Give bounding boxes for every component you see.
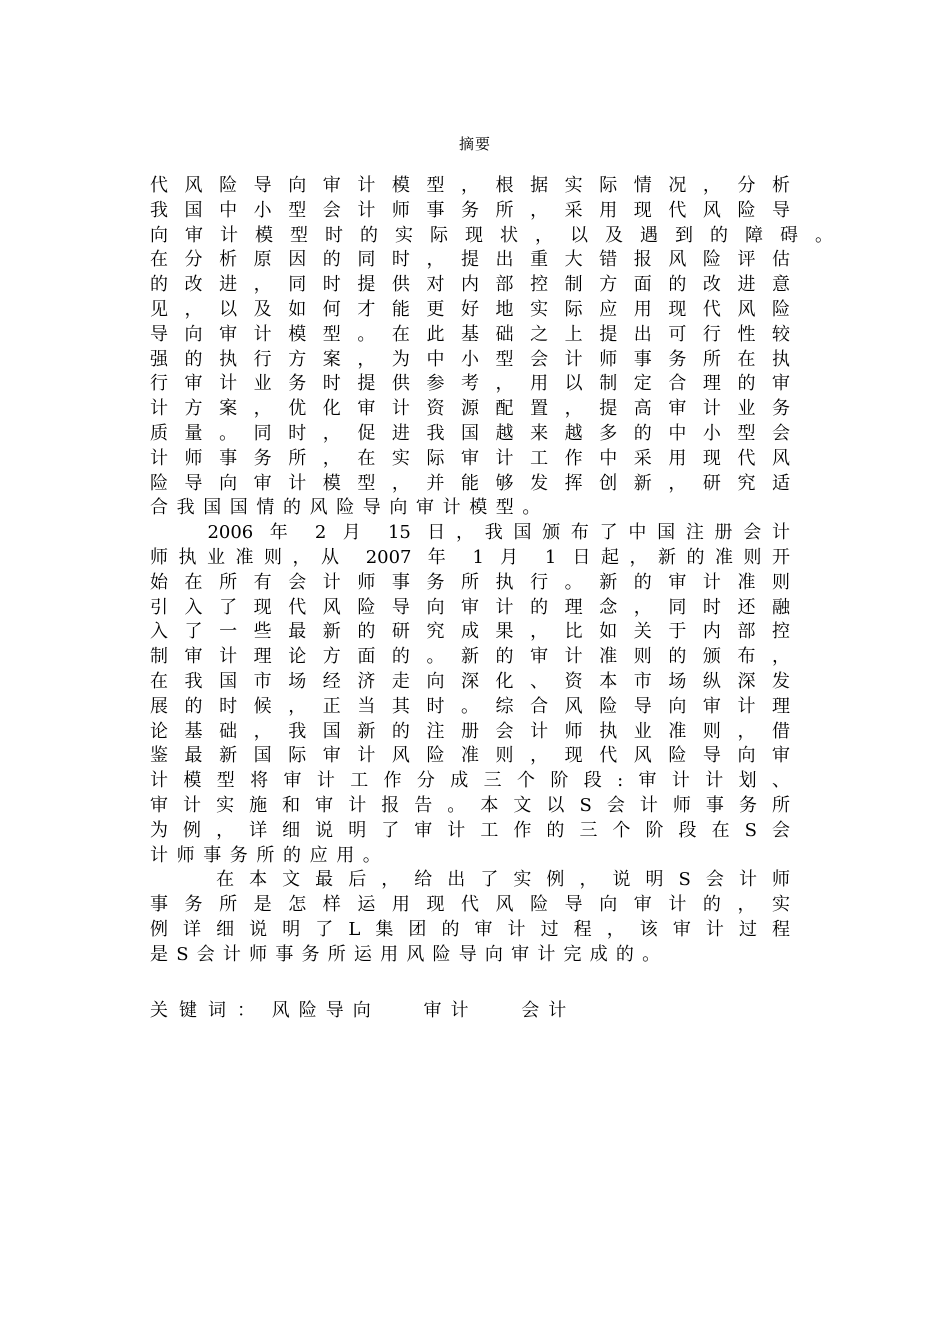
text-line: 行审计业务时提供参考，用以制定合理的审 <box>150 373 790 395</box>
abstract-body <box>150 174 833 968</box>
text-line: 计方案，优化审计资源配置，提高审计业务 <box>150 398 790 420</box>
text-line: 例详细说明了L集团的审计过程，该审计过程 <box>150 918 790 940</box>
text-line: 代风险导向审计模型，根据实际情况，分析 <box>150 175 790 196</box>
text-line: 2006 年 2 月 15 日，我国颁布了中国注册会计 <box>150 522 790 544</box>
text-line: 导向审计模型。在此基础之上提出可行性较 <box>150 323 790 345</box>
text-line: 师执业准则，从 2007 年 1 月 1 日起，新的准则开 <box>150 546 790 568</box>
page-title: 摘要 <box>458 135 491 153</box>
text-line: 的改进，同时提供对内部控制方面的改进意 <box>150 274 790 296</box>
text-line: 制审计理论方面的。新的审计准则的颁布， <box>150 646 790 668</box>
text-line: 引入了现代风险导向审计的理念，同时还融 <box>150 596 790 618</box>
keyword-item: 会计 <box>521 1000 576 1021</box>
text-line: 计师事务所，在实际审计工作中采用现代风 <box>150 447 790 469</box>
text-line: 在本文最后，给出了实例，说明S会计师 <box>150 869 790 891</box>
keyword-item: 审计 <box>423 1000 478 1021</box>
text-line: 向审计模型时的实际现状，以及遇到的障碍。 <box>150 224 833 246</box>
text-line: 事务所是怎样运用现代风险导向审计的，实 <box>150 894 790 916</box>
text-line: 审计实施和审计报告。本文以S会计师事务所 <box>150 794 790 816</box>
text-line: 合我国国情的风险导向审计模型。 <box>150 497 549 519</box>
text-line: 为例，详细说明了审计工作的三个阶段在S会 <box>150 819 790 841</box>
text-line: 始在所有会计师事务所执行。新的审计准则 <box>150 571 790 593</box>
text-line: 计师事务所的应用。 <box>150 844 390 866</box>
text-line: 是S会计师事务所运用风险导向审计完成的。 <box>150 943 669 965</box>
text-line: 计模型将审计工作分成三个阶段:审计计划、 <box>150 770 790 792</box>
text-line: 鉴最新国际审计风险准则，现代风险导向审 <box>150 745 790 767</box>
keywords-label: 关键词： <box>150 1000 266 1021</box>
text-line: 见，以及如何才能更好地实际应用现代风险 <box>150 298 790 320</box>
text-line: 险导向审计模型，并能够发挥创新，研究适 <box>150 472 790 494</box>
text-line: 强的执行方案，为中小型会计师事务所在执 <box>150 348 790 370</box>
text-line: 在我国市场经济走向深化、资本市场纵深发 <box>150 670 790 692</box>
text-line: 在分析原因的同时，提出重大错报风险评估 <box>150 249 790 271</box>
text-line: 我国中小型会计师事务所，采用现代风险导 <box>150 199 790 221</box>
keyword-item: 风险导向 <box>271 1000 380 1021</box>
text-line: 展的时候，正当其时。综合风险导向审计理 <box>150 695 790 717</box>
text-line: 质量。同时，促进我国越来越多的中小型会 <box>150 422 790 444</box>
text-line: 入了一些最新的研究成果，比如关于内部控 <box>150 621 790 643</box>
keywords <box>150 998 613 1024</box>
text-line: 论基础，我国新的注册会计师执业准则，借 <box>150 720 790 742</box>
